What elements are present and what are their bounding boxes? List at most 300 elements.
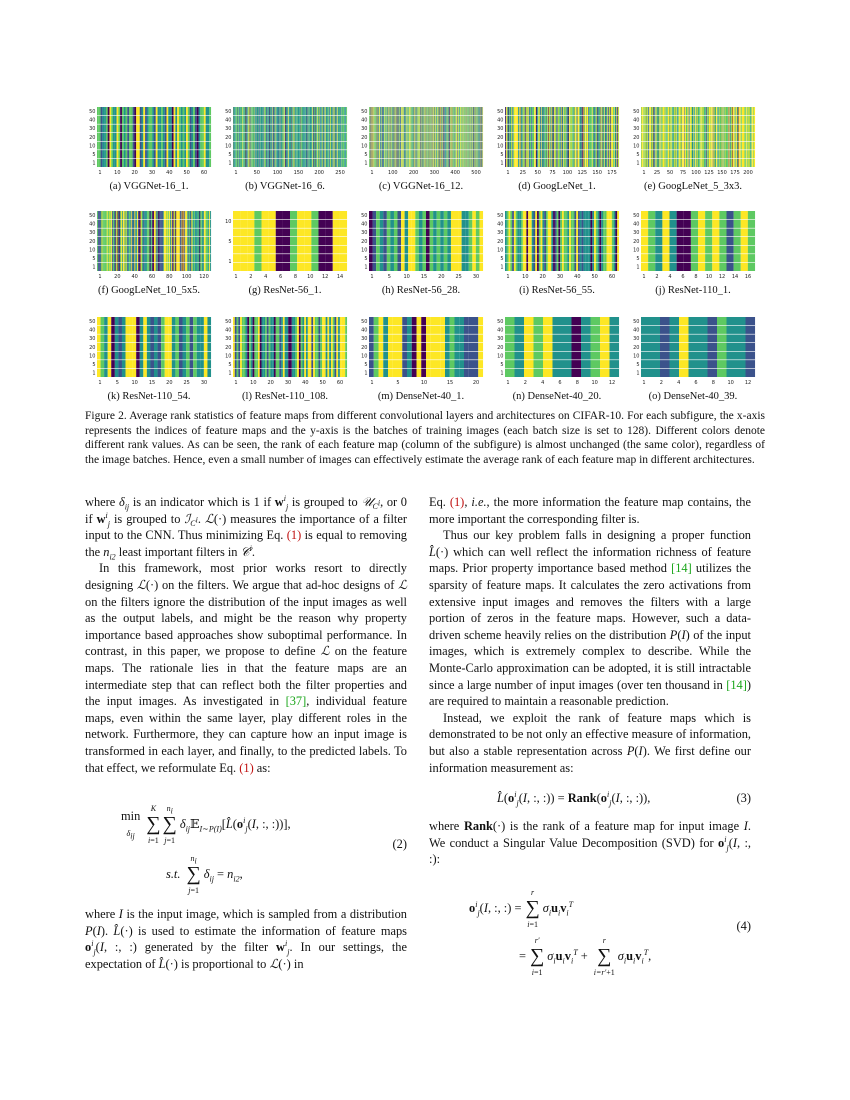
x-tick-label: 12 — [744, 380, 752, 386]
heatmap-column — [654, 107, 655, 167]
heatmap-column — [746, 107, 747, 167]
heatmap-column — [581, 107, 582, 167]
heatmap-column — [670, 107, 671, 167]
heatmap-column — [741, 107, 742, 167]
heatmap-column — [426, 317, 431, 377]
heatmap-column — [101, 211, 102, 271]
x-tick-label: 50 — [183, 170, 190, 176]
heatmap-column — [388, 317, 393, 377]
y-tick-label: 40 — [497, 221, 504, 228]
heatmap-column — [726, 107, 727, 167]
heatmap-column — [197, 107, 199, 167]
y-tick-label: 30 — [89, 126, 96, 133]
heatmap-column — [564, 107, 565, 167]
heatmap-column — [657, 107, 658, 167]
x-tick-label: 2 — [523, 380, 527, 386]
heatmap-column — [551, 107, 552, 167]
heatmap-column — [172, 317, 176, 377]
x-tick-label: 1 — [98, 170, 102, 176]
x-tick-label: 100 — [181, 274, 192, 280]
heatmap-column — [571, 107, 572, 167]
heatmap-column — [191, 211, 192, 271]
y-tick-label: 50 — [361, 213, 368, 220]
heatmap-column — [652, 107, 653, 167]
heatmap-column — [732, 107, 733, 167]
y-tick-label: 50 — [89, 319, 96, 326]
heatmap-column — [519, 107, 520, 167]
heatmap-column — [114, 211, 115, 271]
heatmap-column — [701, 107, 702, 167]
heatmap-column — [752, 107, 753, 167]
heatmap-column — [526, 107, 527, 167]
heatmap-column — [535, 211, 537, 271]
heatmap-column — [659, 107, 660, 167]
x-tick-label: 125 — [577, 170, 588, 176]
heatmap-column — [648, 107, 649, 167]
heatmap-column — [576, 211, 578, 271]
heatmap-column — [154, 317, 158, 377]
heatmap-column — [587, 211, 589, 271]
heatmap-column — [542, 107, 543, 167]
heatmap-column — [560, 107, 561, 167]
heatmap-column — [725, 107, 726, 167]
x-tick-label: 25 — [183, 380, 190, 386]
heatmap-column — [288, 317, 290, 377]
heatmap-column — [207, 211, 208, 271]
heatmap-column — [109, 211, 110, 271]
heatmap-column — [574, 107, 575, 167]
heatmap-column — [721, 107, 722, 167]
heatmap-column — [708, 107, 709, 167]
x-tick-label: 20 — [131, 170, 138, 176]
heatmap-column — [583, 107, 584, 167]
heatmap-column — [605, 107, 606, 167]
heatmap-column — [517, 107, 518, 167]
heatmap-column — [117, 211, 118, 271]
heatmap-column — [519, 107, 520, 167]
subfigure-d — [493, 104, 621, 192]
heatmap-column — [554, 107, 555, 167]
heatmap-column — [678, 107, 679, 167]
heatmap-column — [661, 107, 662, 167]
heatmap-column — [251, 317, 253, 377]
heatmap-column — [660, 317, 670, 377]
heatmap-column — [580, 211, 582, 271]
heatmap-column — [166, 211, 167, 271]
heatmap-column — [733, 107, 734, 167]
heatmap-column — [515, 107, 516, 167]
heatmap-column — [238, 317, 240, 377]
heatmap-column — [433, 211, 437, 271]
heatmap-column — [670, 317, 680, 377]
heatmap-column — [717, 107, 718, 167]
heatmap-column — [383, 317, 388, 377]
heatmap-column — [604, 107, 605, 167]
heatmap-column — [290, 211, 297, 271]
heatmap-column — [240, 211, 247, 271]
y-tick-label: 20 — [497, 344, 504, 351]
heatmap-column — [536, 107, 537, 167]
x-tick-label: 14 — [731, 274, 739, 280]
x-tick-label: 1 — [370, 170, 374, 176]
paragraph-right-3: Instead, we exploit the rank of feature maps which is demonstrated to be not only an effective measure of information, but also a stable representation across P(I). We first define our information measurement as: — [429, 710, 751, 775]
equation-4-number: (4) — [736, 918, 751, 933]
heatmap-column — [580, 107, 581, 167]
heatmap-column — [373, 211, 377, 271]
heatmap-column — [615, 107, 616, 167]
heatmap-column — [607, 107, 608, 167]
heatmap-column — [737, 107, 738, 167]
heatmap-column — [740, 107, 741, 167]
heatmap-column — [128, 211, 129, 271]
heatmap-column — [690, 107, 691, 167]
heatmap-column — [686, 107, 687, 167]
heatmap-column — [589, 107, 590, 167]
heatmap-column — [649, 107, 650, 167]
heatmap-column — [299, 317, 301, 377]
heatmap-column — [673, 107, 674, 167]
heatmap-column — [702, 107, 703, 167]
heatmap-column — [528, 107, 529, 167]
heatmap-column — [113, 107, 115, 167]
x-tick-label: 250 — [335, 170, 345, 176]
heatmap-column — [374, 317, 379, 377]
heatmap-column — [133, 317, 137, 377]
heatmap-column — [585, 107, 586, 167]
heatmap-column — [451, 211, 455, 271]
y-tick-label: 20 — [89, 238, 96, 245]
y-tick-label: 5 — [92, 151, 96, 158]
heatmap-column — [184, 107, 186, 167]
heatmap-column — [683, 107, 684, 167]
heatmap-column — [544, 107, 545, 167]
heatmap-column — [542, 107, 543, 167]
x-tick-label: 2 — [249, 274, 253, 280]
heatmap-column — [166, 211, 167, 271]
heatmap-column — [580, 107, 581, 167]
heatmap-column — [660, 107, 661, 167]
heatmap-column — [122, 211, 123, 271]
heatmap-column — [717, 317, 727, 377]
heatmap-column — [642, 107, 643, 167]
heatmap-j — [629, 208, 757, 284]
y-tick-label: 10 — [89, 247, 96, 254]
heatmap-column — [699, 107, 700, 167]
x-tick-label: 10 — [307, 274, 314, 280]
y-tick-label: 10 — [89, 353, 96, 360]
x-tick-label: 10 — [705, 274, 713, 280]
heatmap-column — [327, 317, 329, 377]
x-tick-label: 200 — [743, 170, 753, 176]
heatmap-column — [705, 107, 706, 167]
x-tick-label: 30 — [472, 274, 480, 280]
heatmap-column — [393, 317, 398, 377]
heatmap-column — [684, 107, 685, 167]
heatmap-column — [573, 107, 574, 167]
heatmap-column — [557, 107, 558, 167]
subfigure-k — [85, 314, 213, 402]
heatmap-column — [210, 211, 211, 271]
heatmap-column — [578, 211, 580, 271]
x-tick-label: 16 — [744, 274, 752, 280]
heatmap-column — [507, 107, 508, 167]
y-tick-label: 20 — [361, 134, 368, 141]
heatmap-column — [445, 317, 450, 377]
heatmap-column — [608, 107, 609, 167]
heatmap-column — [421, 317, 426, 377]
heatmap-column — [319, 317, 321, 377]
heatmap-column — [297, 317, 299, 377]
heatmap-column — [570, 107, 571, 167]
heatmap-column — [242, 317, 244, 377]
heatmap-column — [149, 107, 151, 167]
heatmap-column — [134, 107, 136, 167]
x-tick-label: 500 — [471, 170, 481, 176]
heatmap-column — [510, 107, 511, 167]
heatmap-column — [508, 107, 509, 167]
heatmap-column — [585, 107, 586, 167]
y-tick-label: 1 — [364, 370, 368, 377]
y-tick-label: 1 — [636, 264, 640, 271]
heatmap-column — [124, 107, 126, 167]
subfigure-f — [85, 208, 213, 296]
heatmap-column — [186, 107, 188, 167]
x-tick-label: 10 — [250, 380, 257, 386]
heatmap-column — [472, 211, 476, 271]
heatmap-column — [667, 107, 668, 167]
heatmap-column — [727, 107, 728, 167]
heatmap-column — [539, 107, 540, 167]
heatmap-column — [752, 107, 753, 167]
y-tick-label: 10 — [361, 143, 368, 150]
subfigure-g — [221, 208, 349, 296]
heatmap-column — [753, 107, 754, 167]
heatmap-column — [653, 107, 654, 167]
heatmap-column — [157, 211, 158, 271]
eq1-ref[interactable]: (1) — [286, 528, 302, 543]
x-tick-label: 1 — [370, 274, 374, 280]
heatmap-column — [700, 107, 701, 167]
y-tick-label: 10 — [633, 247, 640, 254]
x-tick-label: 1 — [98, 380, 102, 386]
heatmap-column — [706, 107, 707, 167]
x-tick-label: 50 — [319, 380, 326, 386]
heatmap-column — [412, 211, 416, 271]
heatmap-column — [518, 107, 519, 167]
heatmap-column — [319, 211, 326, 271]
x-tick-label: 1 — [506, 170, 510, 176]
heatmap-column — [405, 211, 409, 271]
heatmap-column — [205, 211, 206, 271]
heatmap-column — [270, 317, 272, 377]
heatmap-column — [407, 317, 412, 377]
heatmap-column — [546, 211, 548, 271]
x-tick-label: 60 — [608, 274, 616, 280]
heatmap-column — [704, 107, 705, 167]
x-tick-label: 100 — [691, 170, 701, 176]
x-tick-label: 10 — [114, 170, 121, 176]
heatmap-column — [570, 107, 571, 167]
heatmap-column — [193, 317, 197, 377]
heatmap-column — [398, 211, 402, 271]
heatmap-column — [267, 317, 269, 377]
heatmap-column — [711, 107, 712, 167]
heatmap-column — [387, 211, 391, 271]
x-tick-label: 1 — [642, 170, 646, 176]
heatmap-column — [183, 211, 184, 271]
y-tick-label: 30 — [633, 336, 640, 343]
subfigure-a — [85, 104, 213, 192]
heatmap-column — [133, 107, 135, 167]
heatmap-column — [200, 107, 202, 167]
citation-37[interactable]: [37] — [285, 694, 307, 709]
heatmap-column — [191, 107, 193, 167]
citation-14[interactable]: [14] — [726, 677, 747, 692]
heatmap-column — [326, 317, 328, 377]
heatmap-column — [592, 107, 593, 167]
y-tick-label: 50 — [497, 319, 504, 326]
y-tick-label: 5 — [364, 255, 368, 262]
y-tick-label: 1 — [500, 264, 504, 271]
heatmap-column — [599, 211, 601, 271]
eq1-ref[interactable]: (1) — [239, 760, 254, 775]
y-tick-label: 1 — [636, 370, 640, 377]
heatmap-column — [549, 107, 550, 167]
heatmap-column — [656, 107, 657, 167]
eq1-ref[interactable]: (1) — [449, 495, 465, 509]
heatmap-column — [729, 107, 730, 167]
heatmap-column — [703, 107, 704, 167]
x-tick-label: 25 — [455, 274, 462, 280]
heatmap-column — [574, 211, 576, 271]
heatmap-column — [701, 107, 702, 167]
heatmap-column — [744, 107, 745, 167]
heatmap-column — [516, 211, 518, 271]
heatmap-column — [562, 107, 563, 167]
heatmap-column — [742, 107, 743, 167]
heatmap-column — [555, 211, 557, 271]
heatmap-column — [707, 107, 708, 167]
y-tick-label: 50 — [497, 109, 504, 116]
citation-14[interactable]: [14] — [671, 561, 692, 576]
heatmap-column — [154, 107, 156, 167]
heatmap-column — [715, 107, 716, 167]
heatmap-column — [336, 317, 338, 377]
heatmap-column — [152, 211, 153, 271]
heatmap-column — [713, 107, 714, 167]
heatmap-column — [436, 317, 441, 377]
x-tick-label: 40 — [166, 170, 173, 176]
heatmap-column — [514, 211, 516, 271]
y-tick-label: 30 — [361, 336, 368, 343]
x-tick-label: 150 — [592, 170, 602, 176]
x-tick-label: 10 — [131, 380, 138, 386]
heatmap-column — [541, 107, 542, 167]
heatmap-column — [163, 211, 164, 271]
heatmap-n — [493, 314, 621, 390]
y-tick-label: 40 — [89, 221, 96, 228]
heatmap-column — [207, 317, 211, 377]
heatmap-column — [322, 317, 324, 377]
heatmap-column — [599, 107, 600, 167]
subfigure-caption: (a) VGGNet-16_1. — [109, 181, 189, 192]
heatmap-column — [507, 211, 509, 271]
heatmap-column — [611, 107, 612, 167]
heatmap-column — [517, 211, 519, 271]
y-tick-label: 5 — [92, 255, 96, 262]
heatmap-column — [662, 107, 663, 167]
heatmap-column — [233, 211, 240, 271]
heatmap-column — [179, 107, 181, 167]
heatmap-column — [340, 211, 347, 271]
heatmap-column — [189, 211, 190, 271]
subfigure-caption: (b) VGGNet-16_6. — [245, 181, 325, 192]
heatmap-column — [533, 107, 534, 167]
heatmap-column — [138, 107, 140, 167]
heatmap-column — [545, 107, 546, 167]
heatmap-column — [678, 107, 679, 167]
paragraph-left-1: where $\delta_{ij}$ is an indicator which is 1 if $w^i_j$ is grouped to 𝒰$_{C^i}$, or 0 if $w^i_j$ is grouped to ℐ$_{C^i}$. ℒ(·) measures the importance of a filter input to the CNN. Thus minimizing Eq. (1) is equal to removing the $n_{i2}$ least important filters in 𝒞$^i$. — [85, 493, 407, 562]
heatmap-column — [596, 211, 598, 271]
heatmap-column — [459, 317, 464, 377]
heatmap-column — [525, 107, 526, 167]
x-tick-label: 1 — [98, 274, 102, 280]
x-tick-label: 1 — [234, 170, 238, 176]
heatmap-column — [664, 107, 665, 167]
y-tick-label: 5 — [636, 151, 640, 158]
x-tick-label: 30 — [284, 380, 292, 386]
heatmap-column — [558, 107, 559, 167]
subfigure-caption: (n) DenseNet-40_20. — [512, 391, 602, 402]
heatmap-column — [294, 317, 296, 377]
heatmap-column — [402, 317, 407, 377]
heatmap-column — [478, 317, 483, 377]
heatmap-column — [379, 317, 384, 377]
heatmap-column — [145, 107, 147, 167]
heatmap-column — [699, 107, 700, 167]
heatmap-column — [188, 211, 189, 271]
y-tick-label: 1 — [228, 370, 232, 377]
heatmap-column — [156, 211, 157, 271]
heatmap-column — [727, 107, 728, 167]
heatmap-column — [209, 107, 211, 167]
subfigure-m — [357, 314, 485, 402]
y-tick-label: 50 — [225, 319, 232, 326]
x-tick-label: 20 — [438, 274, 445, 280]
x-tick-label: 1 — [642, 274, 646, 280]
heatmap-column — [593, 107, 594, 167]
heatmap-column — [331, 317, 333, 377]
heatmap-column — [522, 107, 523, 167]
heatmap-column — [98, 211, 99, 271]
heatmap-column — [283, 211, 290, 271]
heatmap-column — [160, 211, 161, 271]
heatmap-column — [278, 317, 280, 377]
heatmap-column — [138, 211, 139, 271]
heatmap-column — [692, 107, 693, 167]
heatmap-column — [592, 211, 594, 271]
heatmap-column — [514, 107, 515, 167]
heatmap-column — [524, 317, 534, 377]
y-tick-label: 20 — [633, 344, 640, 351]
heatmap-column — [735, 107, 736, 167]
heatmap-column — [690, 107, 691, 167]
heatmap-column — [186, 211, 187, 271]
heatmap-column — [586, 107, 587, 167]
heatmap-column — [129, 211, 130, 271]
heatmap-column — [574, 107, 575, 167]
heatmap-column — [618, 107, 619, 167]
